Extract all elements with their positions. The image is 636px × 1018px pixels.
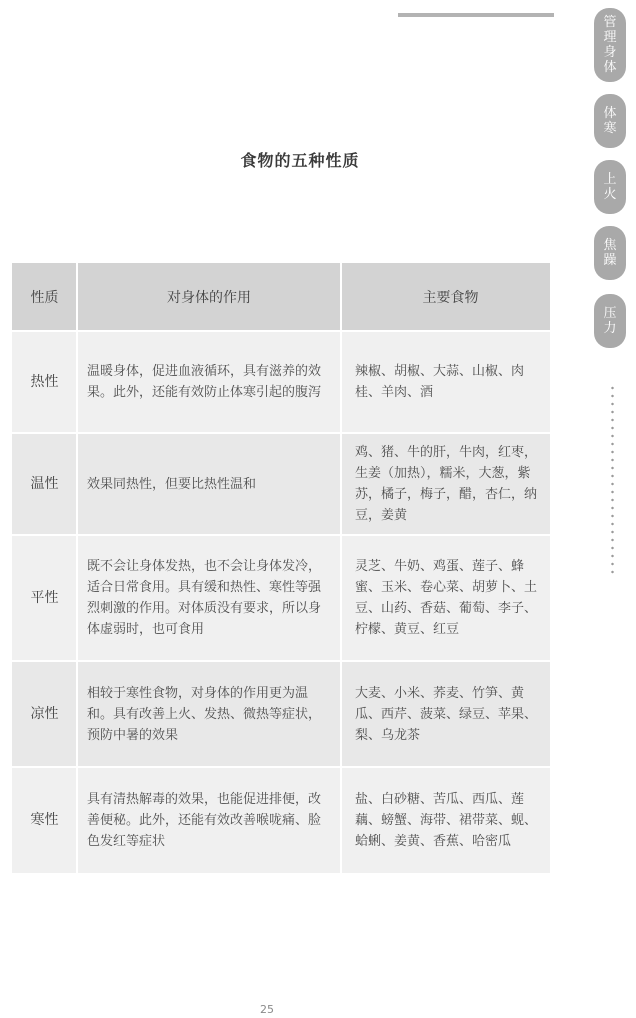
column-divider bbox=[340, 263, 342, 873]
side-tab-stress[interactable]: 压力 bbox=[594, 294, 626, 348]
foods-cell: 鸡、猪、牛的肝，牛肉，红枣，生姜（加热），糯米，大葱，紫苏，橘子，梅子，醋，杏仁，纳豆，姜黄 bbox=[341, 434, 550, 534]
nature-cell: 温性 bbox=[12, 434, 77, 534]
foods-cell: 灵芝、牛奶、鸡蛋、莲子、蜂蜜、玉米、卷心菜、胡萝卜、土豆、山药、香菇、葡萄、李子、柠檬、黄豆、红豆 bbox=[341, 536, 550, 660]
header-effect: 对身体的作用 bbox=[77, 263, 341, 330]
table-row bbox=[12, 332, 550, 432]
header-nature: 性质 bbox=[12, 263, 77, 330]
effect-cell: 温暖身体，促进血液循环，具有滋养的效果。此外，还能有效防止体寒引起的腹泻 bbox=[77, 332, 341, 432]
table-row bbox=[12, 434, 550, 534]
foods-cell: 盐、白砂糖、苦瓜、西瓜、莲藕、螃蟹、海带、裙带菜、蚬、蛤蜊、姜黄、香蕉、哈密瓜 bbox=[341, 768, 550, 873]
side-tab-body-cold[interactable]: 体寒 bbox=[594, 94, 626, 148]
effect-cell: 既不会让身体发热，也不会让身体发冷，适合日常食用。具有缓和热性、寒性等强烈刺激的作用。对体质没有要求，所以身体虚弱时，也可食用 bbox=[77, 536, 341, 660]
foods-cell: 大麦、小米、荞麦、竹笋、黄瓜、西芹、菠菜、绿豆、苹果、梨、乌龙茶 bbox=[341, 662, 550, 766]
table-row bbox=[12, 662, 550, 766]
nature-cell: 平性 bbox=[12, 536, 77, 660]
nature-cell: 热性 bbox=[12, 332, 77, 432]
header-foods: 主要食物 bbox=[341, 263, 550, 330]
effect-cell: 相较于寒性食物，对身体的作用更为温和。具有改善上火、发热、微热等症状，预防中暑的效果 bbox=[77, 662, 341, 766]
side-tab-internal-heat[interactable]: 上火 bbox=[594, 160, 626, 214]
effect-cell: 效果同热性，但要比热性温和 bbox=[77, 434, 341, 534]
nature-cell: 凉性 bbox=[12, 662, 77, 766]
table-row bbox=[12, 536, 550, 660]
table-header bbox=[12, 263, 550, 330]
top-rule bbox=[398, 13, 554, 17]
column-divider bbox=[76, 263, 78, 873]
table-row bbox=[12, 768, 550, 873]
side-tab-manage-body[interactable]: 管理身体 bbox=[594, 8, 626, 82]
nature-cell: 寒性 bbox=[12, 768, 77, 873]
dotted-divider bbox=[611, 384, 614, 576]
side-tab-irritability[interactable]: 焦躁 bbox=[594, 226, 626, 280]
page-number: 25 bbox=[260, 1003, 274, 1016]
five-natures-table bbox=[12, 263, 550, 873]
effect-cell: 具有清热解毒的效果，也能促进排便，改善便秘。此外，还能有效改善喉咙痛、脸色发红等症状 bbox=[77, 768, 341, 873]
page-title: 食物的五种性质 bbox=[240, 151, 360, 170]
foods-cell: 辣椒、胡椒、大蒜、山椒、肉桂、羊肉、酒 bbox=[341, 332, 550, 432]
